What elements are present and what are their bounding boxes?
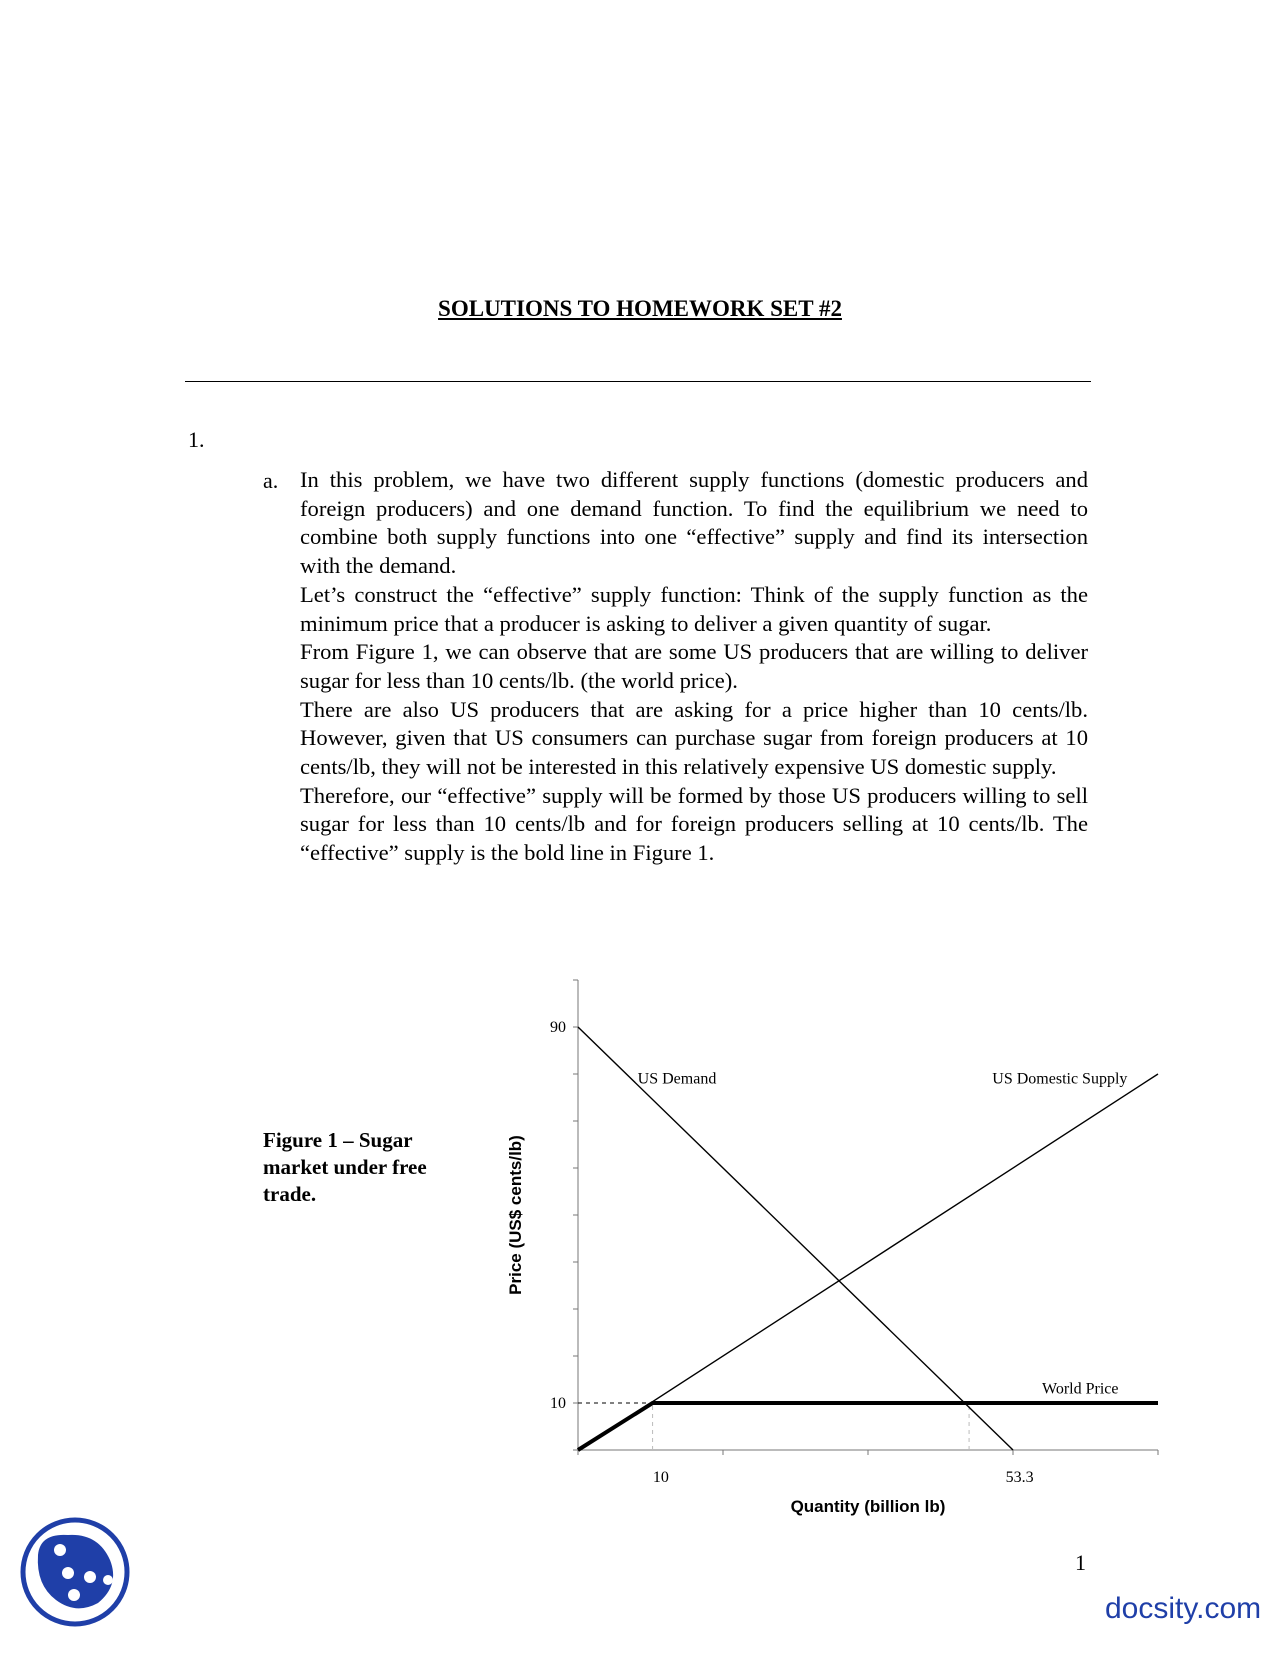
y-tick-label: 10 xyxy=(550,1395,566,1412)
page-number: 1 xyxy=(1075,1550,1086,1575)
us-demand-label: US Demand xyxy=(637,1070,717,1088)
paragraph: Let’s construct the “effective” supply function: Think of the supply function as the minimum price that a producer is asking to deliver a given quantity of sugar. xyxy=(300,581,1088,636)
question-number: 1. xyxy=(188,427,205,452)
sugar-market-chart xyxy=(500,975,1180,1525)
x-tick-label: 10 xyxy=(652,1469,669,1486)
docsity-brand: docsity.com xyxy=(1105,1592,1262,1625)
x-axis-title: Quantity (billion lb) xyxy=(790,1497,946,1516)
y-axis-title: Price (US$ cents/lb) xyxy=(506,1135,525,1295)
paragraph: There are also US producers that are asking for a price higher than 10 cents/lb. However, given that US consumers can purchase sugar from foreign producers at 10 cents/lb, they will not be interested in this relatively expensive US domestic supply. xyxy=(300,696,1088,780)
horizontal-rule xyxy=(185,381,1091,382)
docsity-logo-icon xyxy=(18,1515,133,1630)
answer-text xyxy=(300,466,1088,868)
figure-caption: Figure 1 – Sugar market under free trade. xyxy=(263,1128,427,1206)
part-letter: a. xyxy=(263,468,279,493)
y-tick-label: 90 xyxy=(550,1019,566,1036)
x-tick-label: 53.3 xyxy=(1005,1469,1034,1486)
paragraph: In this problem, we have two different supply functions (domestic producers and foreign producers) and one demand function. To find the equilibrium we need to combine both supply functions into one “effective” supply and find its intersection with the demand. xyxy=(300,467,1088,579)
paragraph: From Figure 1, we can observe that are some US producers that are willing to deliver sugar for less than 10 cents/lb. (the world price). xyxy=(300,639,1088,693)
effective-supply-line xyxy=(578,1403,1158,1450)
us-domestic-supply-label: US Domestic Supply xyxy=(992,1070,1128,1088)
paragraph: Therefore, our “effective” supply will be formed by those US producers willing to sell sugar for less than 10 cents/lb and for foreign producers selling at 10 cents/lb. The “effective” supply is the bold line in Figure 1. xyxy=(300,782,1088,866)
us-demand-line xyxy=(578,1027,1013,1450)
document-title: SOLUTIONS TO HOMEWORK SET #2 xyxy=(438,296,842,321)
world-price-label: World Price xyxy=(1042,1380,1119,1398)
